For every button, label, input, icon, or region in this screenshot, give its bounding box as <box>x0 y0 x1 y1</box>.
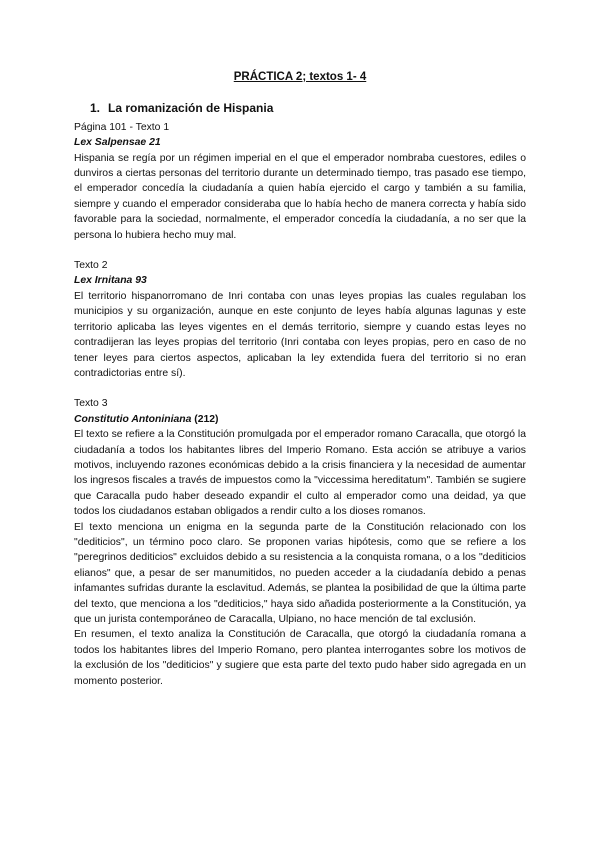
text-block-1 <box>74 120 526 243</box>
paragraph: El texto se refiere a la Constitución promulgada por el emperador romano Caracalla, que otorgó la ciudadanía a todos los habitantes libres del Imperio Romano. Esta acción se atribuye a varios motivos, incluyendo razones económicas debido a la crisis financiera y la necesidad de aumentar los ingresos fiscales a través de impuestos como la "viccessima hereditatum". También se sugiere que Caracalla pudo haber deseado expandir el culto al emperador como una deidad, ya que todos los ciudadanos estaban obligados a rendir culto a los dioses romanos. <box>74 429 526 518</box>
text-label: Texto 2 <box>74 260 108 272</box>
page-title: PRÁCTICA 2; textos 1- 4 <box>233 71 367 83</box>
law-title-line <box>74 412 526 427</box>
paragraph: El texto menciona un enigma en la segunda parte de la Constitución relacionado con los "dediticios", un término poco claro. Se proponen varias hipótesis, como que se refiere a los "peregrinos dediticios" excluidos debido a su resistencia a la conquista romana, o a los "dediticios elianos" que, a pesar de ser manumitidos, no pueden acceder a la ciudadanía debido a penas infamantes sufridas durante la esclavitud. Además, se plantea la posibilidad de que la última parte del texto, que menciona a los "dediticios," haya sido añadida posteriormente a la Constitución, ya que un jurista contemporáneo de Caracalla, Ulpiano, no hace mención de tal exclusión. <box>74 521 526 625</box>
law-title: Lex Salpensae 21 <box>74 137 161 149</box>
law-title: Lex Irnitana 93 <box>74 275 147 287</box>
section-title: La romanización de Hispania <box>108 101 274 116</box>
text-block-3 <box>74 396 526 689</box>
paragraph: Hispania se regía por un régimen imperial en el que el emperador nombraba cuestores, ediles o dunviros a ciertas personas del territorio durante un determinado tiempo, tras pasado ese tiempo, el emperador concedía la ciudadanía a quien había ejercido el cargo y también a su familia, siempre y cuando el emperador consideraba que lo había hecho de manera correcta y había sido favorable para la sociedad, normalmente, el emperador concedía la ciudadanía, a no ser que la persona lo hubiera hecho muy mal. <box>74 152 526 241</box>
text-block-2 <box>74 258 526 381</box>
paragraph: En resumen, el texto analiza la Constitución de Caracalla, que otorgó la ciudadanía romana a todos los habitantes libres del Imperio Romano, pero plantea interrogantes sobre los motivos de la exclusión de los "dediticios" y sugiere que esta parte del texto pudo haber sido agregada en un momento posterior. <box>74 629 526 687</box>
document-page <box>74 70 526 704</box>
paragraph: El territorio hispanorromano de Inri contaba con unas leyes propias las cuales regulaban los municipios y su organización, aunque en este conjunto de leyes había algunas lagunas y este territorio aplicaba las leyes vigentes en el demás territorio, siempre y cuando estas leyes no contradijeran las leyes propias del territorio (Inri contaba con leyes propias, pero en caso de no tener leyes para ciertos aspectos, aplicaban la ley extendida fuera del territorio si no eran contradictorias entre sí). <box>74 290 526 379</box>
law-year: (212) <box>191 413 219 425</box>
text-label: Página 101 - Texto 1 <box>74 121 170 133</box>
section-number: 1. <box>90 101 101 116</box>
section-heading <box>90 101 526 116</box>
law-title: Constitutio Antoniniana <box>74 413 192 425</box>
text-label: Texto 3 <box>74 398 108 410</box>
